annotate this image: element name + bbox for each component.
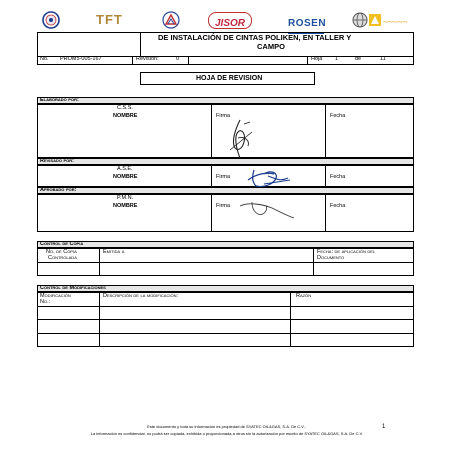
title-left-box (37, 32, 141, 57)
jisor-logo: JISOR (208, 12, 252, 29)
mod-col2: Descripción de la modificación: (103, 293, 178, 299)
copy-col3-line1: Fecha: de aplicación del (317, 249, 376, 255)
document-title-line1: DE INSTALACIÓN DE CINTAS POLIKEN, EN TALLER Y (158, 33, 352, 42)
copy-col2: Emitida a (103, 249, 125, 255)
aprobado-date-label: Fecha (330, 203, 346, 209)
copy-control-header (37, 241, 414, 248)
elaborado-date-label: Fecha (330, 113, 346, 119)
aprobado-header (37, 187, 414, 194)
revision-value: 0 (176, 56, 180, 62)
revision-label: Revisión: (136, 56, 159, 62)
copy-col1-line1: No. de Copia (46, 249, 77, 255)
copy-control-header-label: Control de Copia (40, 241, 84, 247)
footer-line2: La información es confidencial, no podrá ser copiada, exhibida o proporcionada a otros sin la autorización por escrito de SYATEC OIL&GAS, S.A. De C.V (90, 431, 363, 436)
page-total-value: 11 (380, 56, 386, 62)
copy-col1-line2: Controlada (48, 255, 77, 261)
footer-line1: Este documento y toda su información es propiedad de SYATEC OIL&GAS, S.A. De C.V., (147, 424, 306, 429)
elaborado-header-label: Elaborado por: (40, 97, 79, 103)
elaborado-sign-label: Firma (216, 113, 231, 119)
aprobado-signature (238, 198, 298, 222)
revisado-sign-label: Firma (216, 174, 231, 180)
doc-number-value: PROM5-005-167 (60, 56, 102, 62)
revisado-name-label: NOMBRE (113, 174, 138, 180)
triangle-logo-icon (162, 11, 180, 29)
elaborado-initials: C.S.S. (117, 105, 133, 111)
page-value: 1 (335, 56, 339, 62)
elaborado-header (37, 97, 414, 104)
mod-control-header-label: Control de Modificaciones (40, 285, 106, 291)
globe-logo-icon (352, 12, 368, 28)
mod-col1-line2: No.: (40, 299, 51, 305)
revisado-header (37, 158, 414, 165)
copy-col3-line2: Documento (317, 255, 345, 261)
aprobado-header-label: Aprobado por: (40, 187, 77, 193)
svg-text:~~~~~: ~~~~~ (383, 17, 408, 27)
revisado-header-label: Revisado por: (40, 158, 75, 164)
logo-bar (38, 8, 418, 32)
rosen-logo: ROSEN (288, 13, 326, 34)
document-title-line2: CAMPO (257, 42, 285, 51)
mod-col3: Razón (296, 293, 312, 299)
aprobado-row (37, 194, 414, 232)
tft-logo: TFT · · · · · · · (96, 12, 123, 34)
page-label: Hoja (311, 56, 323, 62)
page-number: 1 (382, 424, 386, 430)
company-logo-icon (369, 10, 417, 30)
revisado-signature (244, 166, 296, 188)
elaborado-name-label: NOMBRE (113, 113, 138, 119)
aprobado-name-label: NOMBRE (113, 203, 138, 209)
revisado-initials: A.S.E. (117, 166, 133, 172)
revisado-date-label: Fecha (330, 174, 346, 180)
aprobado-initials: P.M.N. (117, 195, 134, 201)
aprobado-sign-label: Firma (216, 203, 231, 209)
mod-col1-line1: Modificación (40, 293, 71, 299)
page-of-label: de (355, 56, 362, 62)
doc-number-label: No. (40, 56, 49, 62)
seal-logo-icon (42, 11, 60, 29)
elaborado-signature (222, 118, 262, 160)
section-title: HOJA DE REVISION (196, 75, 263, 82)
